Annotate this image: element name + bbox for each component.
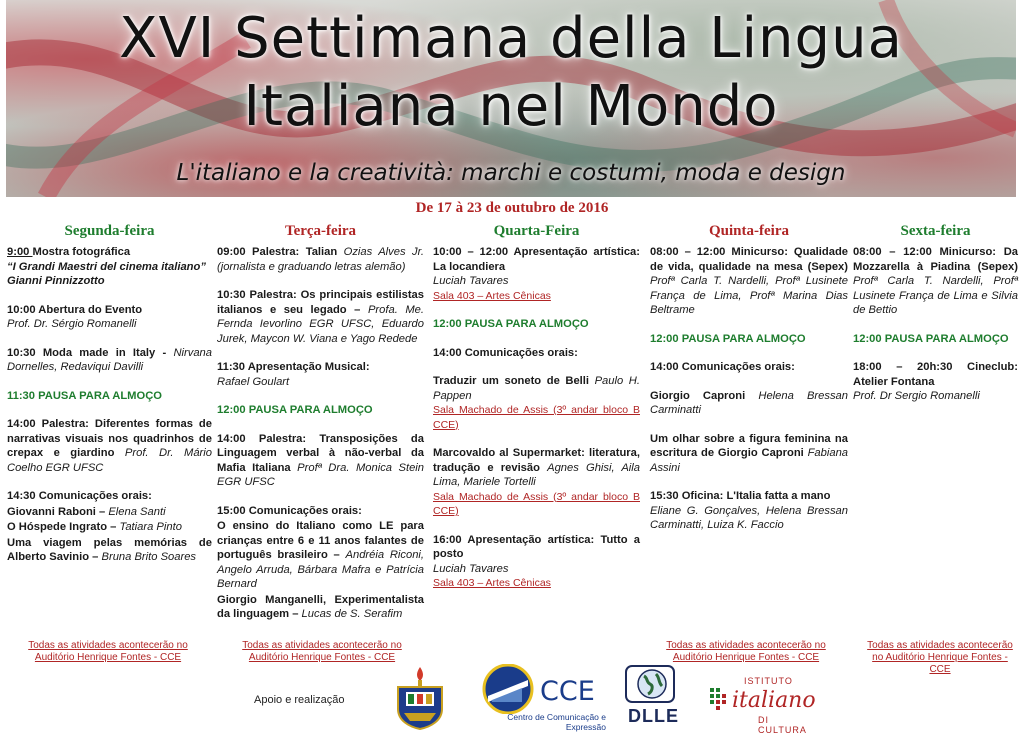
day-column-tuesday [217,222,424,636]
lunch-break: 12:00 PAUSA PARA ALMOÇO [853,332,1009,345]
schedule-item: 16:00 Apresentação artística: Tutto a posto Luciah Tavares Sala 403 – Artes Cênicas [433,533,640,589]
schedule-item: 08:00 – 12:00 Minicurso: Qualidade de vida, qualidade na mesa (Sepex) Profª Carla T. Nardelli, Profª Lusinete França de Lima, Profª Marina Dias Beltrame [650,246,848,316]
day-column-wednesday [433,222,640,605]
header-banner [6,0,1016,197]
iic-line-2: italiano [732,688,816,713]
schedule-item: Uma viagem pelas memórias de Alberto Savinio – Bruna Brito Soares [7,536,212,563]
schedule-item: 14:00 Palestra: Transposições da Linguagem verbal à não-verbal da Mafia Italiana Profª Dra. Monica Stein EGR UFSC [217,432,425,488]
schedule-item: 08:00 – 12:00 Minicurso: Da Mozzarella à Piadina (Sepex) Profª Carla T. Nardelli, Profª Lusinete França de Lima e Silvia de Bettio [853,246,1018,316]
schedule-item: 15:00 Comunicações orais: [217,504,362,517]
room-link[interactable]: Sala 403 – Artes Cênicas [433,577,551,589]
dlle-wordmark: DLLE [628,706,679,726]
schedule-item: O ensino do Italiano como LE para crianças entre 6 e 11 anos falantes de português brasileiro – Andréia Riconi, Angelo Arruda, Bárbara Mafra e Patrícia Bernard [217,520,425,590]
cce-logo-icon [482,664,538,714]
day-heading-wednesday: Quarta-Feira [493,223,580,239]
day-column-thursday [650,222,848,547]
dlle-globe-icon [622,664,682,706]
cce-wordmark: CCE [540,676,595,707]
schedule-item: Giovanni Raboni – Elena Santi [7,505,166,518]
schedule-item: 10:30 Moda made in Italy - Nirvana Dornelles, Redaviqui Davilli [7,346,212,373]
day-heading-tuesday: Terça-feira [284,223,357,239]
schedule-item: 09:00 Palestra: Talian Ozias Alves Jr. (jornalista e graduando letras alemão) [217,246,424,273]
room-link[interactable]: Sala Machado de Assis (3º andar bloco B CCE) [433,490,640,517]
schedule-item: 9:00 Mostra fotográfica “I Grandi Maestri del cinema italiano” Gianni Pinnizzotto [7,246,206,287]
lunch-break: 12:00 PAUSA PARA ALMOÇO [217,404,373,416]
schedule-item: 10:00 Abertura do Evento Prof. Dr. Sérgio Romanelli [7,303,143,330]
day-heading-monday: Segunda-feira [64,223,155,239]
cce-caption: Centro de Comunicação e Expressão [507,712,606,732]
day-heading-friday: Sexta-feira [900,223,971,239]
schedule-item: Giorgio Manganelli, Experimentalista da linguagem – Lucas de S. Serafim [217,593,424,620]
schedule-item: Traduzir um soneto de Belli Paulo H. Pappen Sala Machado de Assis (3º andar bloco B CCE) [433,375,640,431]
schedule-item: 14:00 Palestra: Diferentes formas de narrativas visuais nos quadrinhos de crepax e giardino Prof. Dr. Mário Coelho EGR UFSC [7,418,212,474]
schedule-item: Marcovaldo al Supermarket: literatura, tradução e revisão Agnes Ghisi, Aila Lima, Mariele Tortelli Sala Machado de Assis (3º andar bloco B CCE) [433,447,640,517]
schedule-item: Giorgio Caproni Helena Bressan Carminatti [650,389,849,416]
cce-logo [482,664,607,730]
schedule-item: 14:30 Comunicações orais: [7,490,152,502]
schedule-item: 11:30 Apresentação Musical: Rafael Goulart [217,361,370,388]
day-column-friday [853,222,1018,418]
venue-note-tuesday[interactable]: Todas as atividades acontecerão no Auditório Henrique Fontes - CCE [242,640,402,663]
lunch-break: 11:30 PAUSA PARA ALMOÇO [7,389,162,402]
page-subtitle: L'italiano e la creatività: marchi e costumi, moda e design [176,160,846,186]
dlle-logo [622,664,684,730]
schedule-item: 14:00 Comunicações orais: [433,346,578,359]
sponsors-label: Apoio e realização [254,694,345,706]
lunch-break: 12:00 PAUSA PARA ALMOÇO [650,332,806,345]
page-title-line-1: XVI Settimana della Lingua [119,6,903,71]
schedule-item: O Hóspede Ingrato – Tatiara Pinto [7,521,182,533]
schedule-item: Um olhar sobre a figura feminina na escritura de Giorgio Caproni Fabiana Assini [650,432,849,474]
room-link[interactable]: Sala 403 – Artes Cênicas [433,289,551,302]
iic-line-1: ISTITUTO [744,676,793,686]
iic-logo-icon [708,684,734,724]
venue-note-monday[interactable]: Todas as atividades acontecerão no Auditório Henrique Fontes - CCE [28,640,188,663]
ufsc-logo-icon [390,665,450,731]
iic-logo [708,672,818,734]
day-column-monday [7,222,212,579]
schedule-item: 15:30 Oficina: L'Italia fatta a mano Eliane G. Gonçalves, Helena Bressan Carminatti, Luiza K. Faccio [650,490,848,531]
schedule-item: 10:30 Palestra: Os principais estilistas italianos e seu legado – Profa. Me. Fernda Ievorlino EGR UFSC, Eduardo Jurek, Maycon W. Viana e Yago Redede [217,289,425,345]
room-link[interactable]: Sala Machado de Assis (3º andar bloco B CCE) [433,404,640,431]
iic-line-3: DI CULTURA [758,715,807,734]
date-range: De 17 à 23 de outubro de 2016 [415,200,609,216]
venue-note-thursday[interactable]: Todas as atividades acontecerão no Auditório Henrique Fontes - CCE [666,640,826,663]
venue-note-friday[interactable]: Todas as atividades acontecerão no Auditório Henrique Fontes - CCE [867,640,1013,675]
schedule-item: 14:00 Comunicações orais: [650,361,795,373]
day-heading-thursday: Quinta-feira [709,223,789,239]
page-title-line-2: Italiana nel Mondo [243,74,779,139]
lunch-break: 12:00 PAUSA PARA ALMOÇO [433,318,589,330]
schedule-item: 18:00 – 20h:30 Cineclub: Atelier Fontana Prof. Dr Sergio Romanelli [853,361,1018,402]
schedule-item: 10:00 – 12:00 Apresentação artística: La locandiera Luciah Tavares Sala 403 – Artes Cênicas [433,246,640,302]
